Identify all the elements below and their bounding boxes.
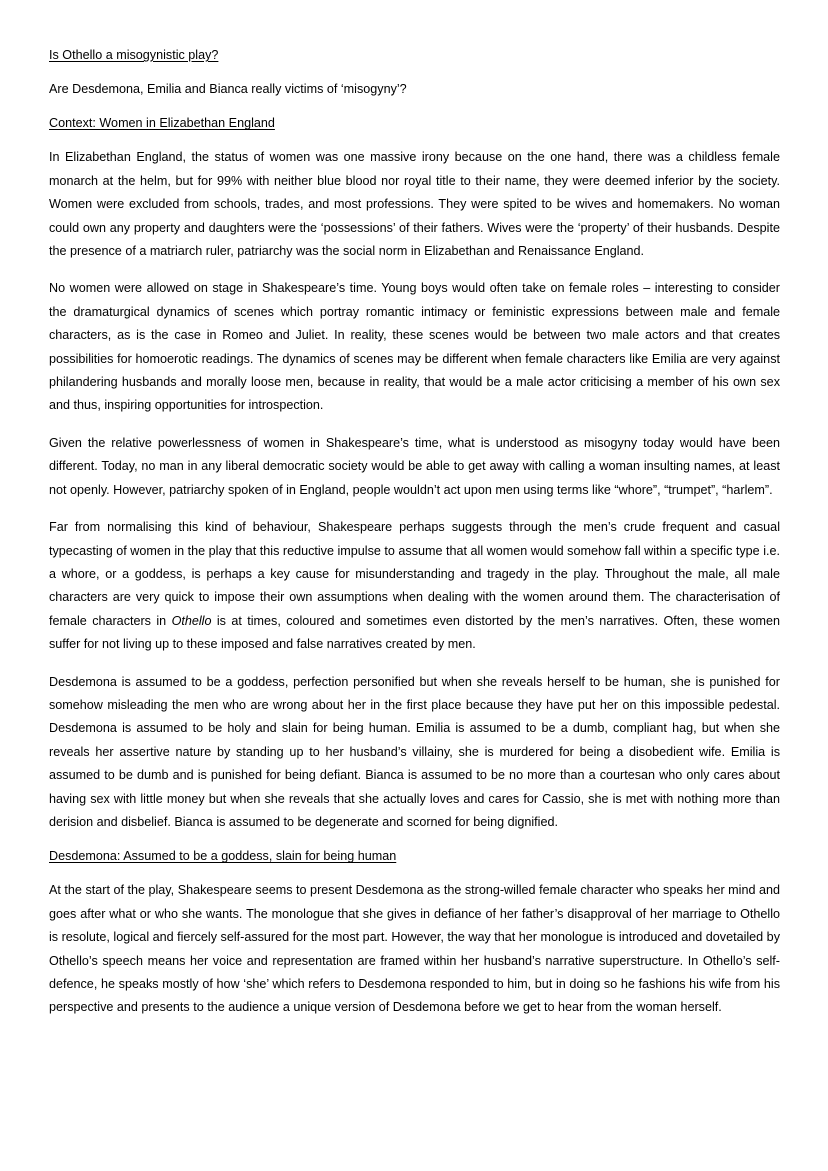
document-title-text: Is Othello a misogynistic play? [49, 48, 219, 62]
paragraph-three-women-assumptions: Desdemona is assumed to be a goddess, perfection personified but when she reveals herself to be human, she is punished for somehow misleading the men who are wrong about her in the first place because they have put her on this impossible pedestal. Desdemona is assumed to be holy and slain for being human. Emilia is assumed to be a dumb, compliant hag, but when she reveals her assertive nature by standing up to her husband’s villainy, she is murdered for being a disobedient wife. Emilia is assumed to be dumb and is punished for being defiant. Bianca is assumed to be no more than a courtesan who only cares about having sex with little money but when she reveals that she actually loves and cares for Cassio, she is met with nothing more than derision and disbelief. Bianca is assumed to be degenerate and scorned for being dignified. [49, 674, 780, 829]
paragraph-typecasting-part-one: Far from normalising this kind of behaviour, Shakespeare perhaps suggests through the men’s crude frequent and casual typecasting of women in the play that this reductive impulse to assume that all women would somehow fall within a specific type i.e. a whore, or a goddess, is perhaps a key cause for misunderstanding and tragedy in the play. Throughout the male, all male characters are very quick to impose their own assumptions when dealing with the women around them. The characterisation of female characters in [49, 520, 780, 628]
paragraph-desdemona-monologue: At the start of the play, Shakespeare seems to present Desdemona as the strong-willed female character who speaks her mind and goes after what or who she wants. The monologue that she gives in defiance of her father’s disapproval of her marriage to Othello is resolute, logical and fiercely self-assured for the most part. However, the way that her monologue is introduced and dovetailed by Othello’s speech means her voice and representation are framed within her husband’s narrative superstructure. In Othello’s self-defence, he speaks mostly of how ‘she’ which refers to Desdemona responded to him, but in doing so he fashions his wife from his perspective and presents to the audience a unique version of Desdemona before we get to hear from the woman herself. [49, 883, 780, 1015]
paragraph-elizabethan-status: In Elizabethan England, the status of women was one massive irony because on the one hand, there was a childless female monarch at the helm, but for 99% with neither blue blood nor royal title to their name, they were deemed inferior by the society. Women were excluded from schools, trades, and most professions. They were spited to be wives and homemakers. No woman could own any property and daughters were the ‘possessions’ of their fathers. Wives were the ‘property’ of their husbands. Despite the presence of a matriarch ruler, patriarchy was the social norm in Elizabethan and Renaissance England. [49, 150, 780, 259]
paragraph-typecasting-part-two: is at times, coloured and sometimes even distorted by the men’s narratives. Often, these women suffer for not living up to these imposed and false narratives created by men. [49, 613, 780, 652]
paragraph-typecasting [49, 516, 780, 656]
section-heading-desdemona-text: Desdemona: Assumed to be a goddess, slain for being human [49, 849, 397, 864]
document-title-heading [49, 47, 780, 64]
paragraph-misogyny-today: Given the relative powerlessness of women in Shakespeare’s time, what is understood as misogyny today would have been different. Today, no man in any liberal democratic society would be able to get away with calling a woman insulting names, at least not openly. However, patriarchy spoken of in England, people wouldn’t act upon men using terms like “whore”, “trumpet”, “harlem”. [49, 435, 780, 497]
document-body [49, 47, 780, 1034]
section-heading-context-text: Context: Women in Elizabethan England [49, 116, 275, 131]
play-title-othello: Othello [171, 613, 212, 628]
paragraph-boys-on-stage: No women were allowed on stage in Shakespeare’s time. Young boys would often take on female roles – interesting to consider the dramaturgical dynamics of scenes which portray romantic intimacy or feministic expressions between male and female characters, as is the case in Romeo and Juliet. In reality, these scenes would be between two male actors and that creates possibilities for homoerotic readings. The dynamics of scenes may be different when female characters like Emilia are very against philandering husbands and morally loose men, because in reality, that would be a male actor criticising a member of his own sex and thus, inspiring opportunities for introspection. [49, 281, 780, 413]
section-heading-desdemona [49, 848, 780, 865]
section-heading-context [49, 115, 780, 132]
subtitle-question: Are Desdemona, Emilia and Bianca really victims of ‘misogyny’? [49, 82, 407, 96]
